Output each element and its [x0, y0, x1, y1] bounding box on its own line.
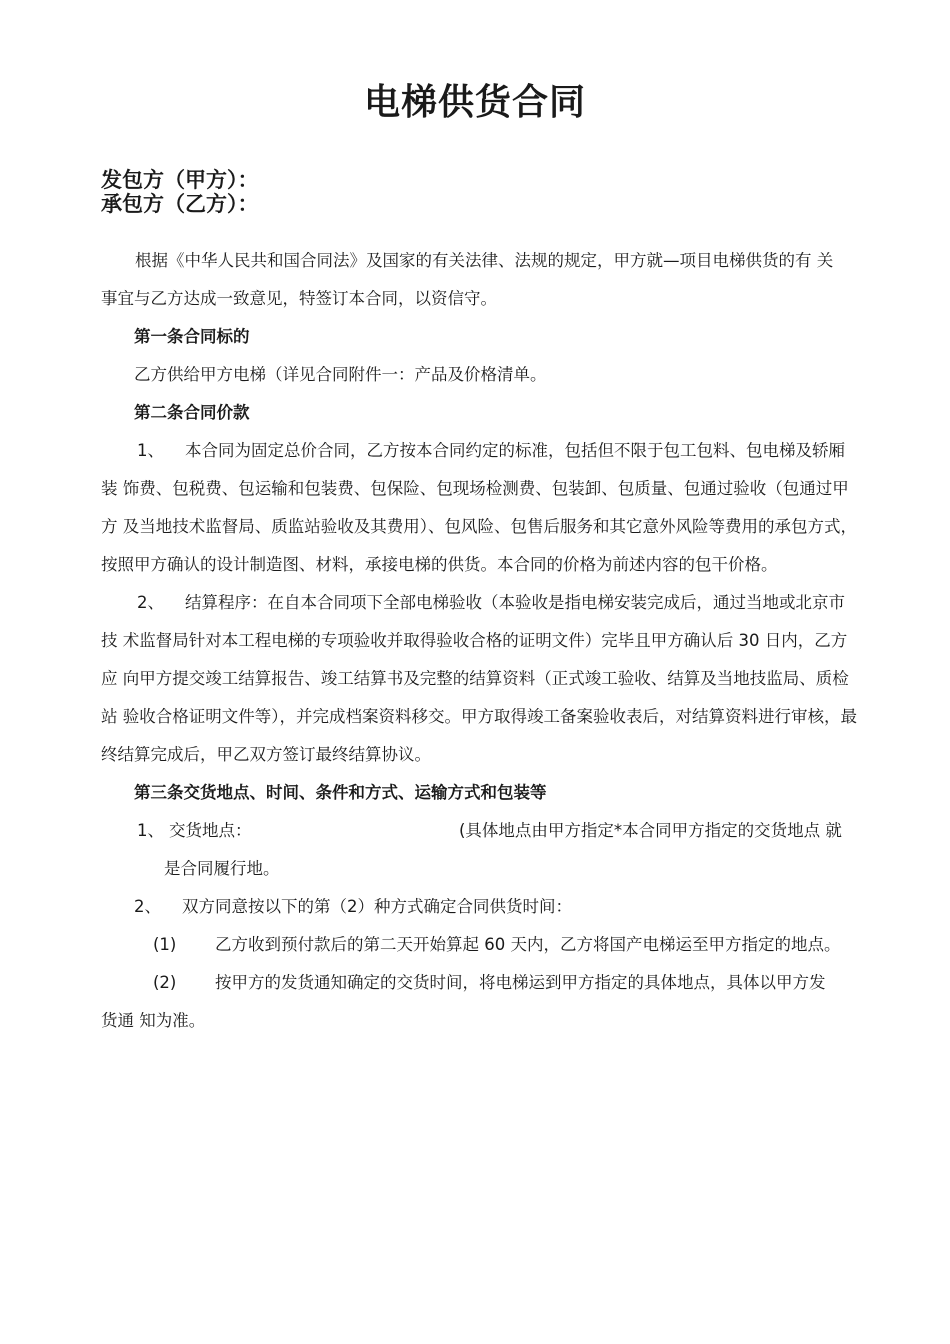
article-3-item-2 [101, 888, 861, 926]
article-3-sub-2-continued: 货通 知为准。 [101, 1011, 206, 1030]
sub-text: 按甲方的发货通知确定的交货时间，将电梯运到甲方指定的具体地点，具体以甲方发 [215, 973, 826, 992]
sub-number: (2) [153, 973, 177, 992]
delivery-location-note: (具体地点由甲方指定*本合同甲方指定的交货地点 就 [459, 821, 842, 840]
item-number: 2、 [137, 593, 164, 612]
article-2-item-1 [101, 432, 861, 470]
intro-line-1: 根据《中华人民共和国合同法》及国家的有关法律、法规的规定，甲方就—项目电梯供货的有 关 [135, 251, 834, 270]
sub-text: 乙方收到预付款后的第二天开始算起 60 天内，乙方将国产电梯运至甲方指定的地点。 [215, 935, 841, 954]
contract-body [101, 242, 861, 1040]
item-number: 1、 [137, 441, 164, 460]
item-number: 1、 [137, 821, 164, 840]
intro-line-2: 事宜与乙方达成一致意见，特签订本合同，以资信守。 [101, 289, 497, 308]
item-text: 结算程序：在自本合同项下全部电梯验收（本验收是指电梯安装完成后，通过当地或北京市 [185, 593, 845, 612]
item-text: 双方同意按以下的第（2）种方式确定合同供货时间： [182, 897, 572, 916]
document-title: 电梯供货合同 [363, 82, 586, 123]
article-3-heading: 第三条交货地点、时间、条件和方式、运输方式和包装等 [134, 783, 547, 802]
article-3-item-1 [101, 812, 861, 850]
sub-number: (1) [153, 935, 177, 954]
article-3-sub-1 [101, 926, 861, 964]
article-1-heading: 第一条合同标的 [134, 327, 250, 346]
item-text: 本合同为固定总价合同，乙方按本合同约定的标准，包括但不限于包工包料、包电梯及轿厢 [185, 441, 845, 460]
article-3-sub-2 [101, 964, 861, 1002]
delivery-location-label: 交货地点： [169, 821, 252, 840]
article-2-item-1-continued: 装 饰费、包税费、包运输和包装费、包保险、包现场检测费、包装卸、包质量、包通过验收（包通过甲方 及当地技术监督局、质监站验收及其费用）、包风险、包售后服务和其它意外风险等费用的承包方式， 按照甲方确认的设计制造图、材料，承接电梯的供货。本合同的价格为前述内容的包干价格。 [101, 479, 857, 574]
party-a-label: 发包方（甲方）： [101, 168, 259, 192]
article-3-item-1-continued: 是合同履行地。 [164, 859, 280, 878]
article-1-text: 乙方供给甲方电梯（详见合同附件一：产品及价格清单。 [134, 365, 547, 384]
article-2-item-2-continued: 技 术监督局针对本工程电梯的专项验收并取得验收合格的证明文件）完毕且甲方确认后 30 日内，乙方应 向甲方提交竣工结算报告、竣工结算书及完整的结算资料（正式竣工验收、结算及当地技监局、质检站 验收合格证明文件等），并完成档案资料移交。甲方取得竣工备案验收表后，对结算资料进行审核，最 终结算完成后，甲乙双方签订最终结算协议。 [101, 631, 857, 764]
article-2-heading: 第二条合同价款 [134, 403, 250, 422]
item-number: 2、 [134, 897, 161, 916]
party-b-label: 承包方（乙方）： [101, 192, 259, 216]
article-2-item-2 [101, 584, 861, 622]
